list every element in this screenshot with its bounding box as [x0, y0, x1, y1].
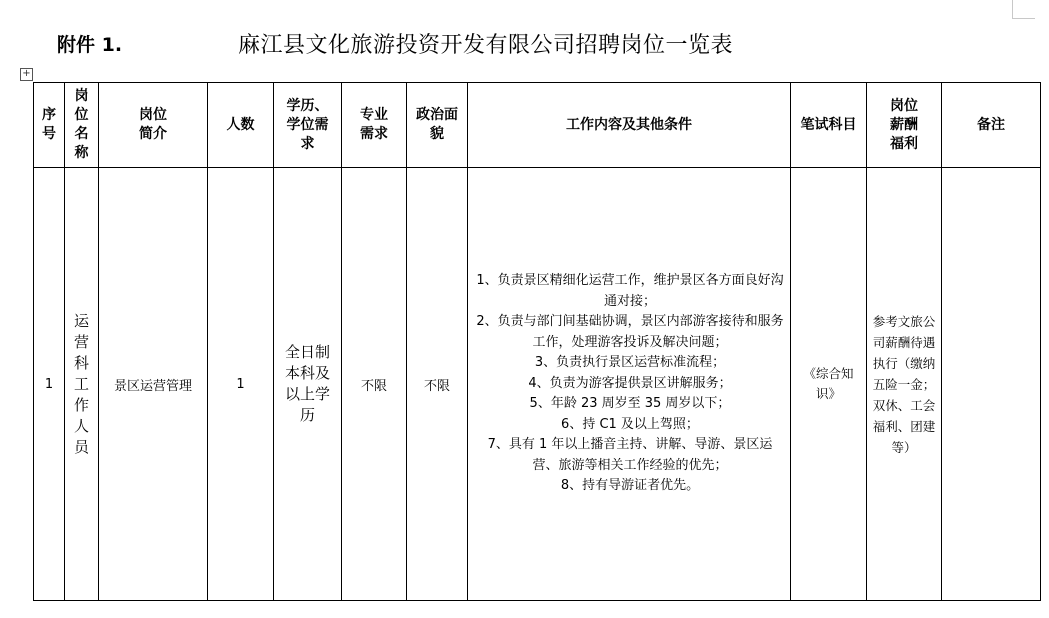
- cell-seq: 1: [34, 168, 65, 601]
- document-title: 麻江县文化旅游投资开发有限公司招聘岗位一览表: [238, 33, 734, 58]
- cell-major: 不限: [342, 168, 407, 601]
- cell-intro: 景区运营管理: [99, 168, 208, 601]
- cell-remark: [942, 168, 1041, 601]
- cell-count: 1: [208, 168, 274, 601]
- col-header-education: 学历、学位需求: [274, 83, 342, 168]
- col-header-political: 政治面貌: [407, 83, 468, 168]
- col-header-major: 专业需求: [342, 83, 407, 168]
- duty-item: 2、负责与部门间基础协调，景区内部游客接待和服务工作，处理游客投诉及解决问题；: [476, 314, 784, 350]
- attachment-label: 附件 1.: [57, 34, 123, 56]
- duty-item: 1、负责景区精细化运营工作，维护景区各方面良好沟通对接；: [476, 273, 784, 309]
- col-header-duties: 工作内容及其他条件: [468, 83, 791, 168]
- header-row: [34, 83, 1041, 168]
- cell-education: 全日制本科及以上学历: [274, 168, 342, 601]
- col-header-intro: 岗位简介: [99, 83, 208, 168]
- col-header-remark: 备注: [942, 83, 1041, 168]
- col-header-salary: 岗位薪酬福利: [867, 83, 942, 168]
- col-header-exam: 笔试科目: [791, 83, 867, 168]
- job-table: [33, 82, 1041, 601]
- duty-item: 5、年龄 23 周岁至 35 周岁以下；: [529, 396, 731, 412]
- cell-exam: 《综合知识》: [791, 168, 867, 601]
- duty-item: 7、具有 1 年以上播音主持、讲解、导游、景区运营、旅游等相关工作经验的优先；: [487, 437, 773, 473]
- col-header-position: 岗位名称: [65, 83, 99, 168]
- duty-item: 3、负责执行景区运营标准流程；: [534, 355, 726, 371]
- duty-item: 8、持有导游证者优先。: [560, 478, 700, 494]
- col-header-seq: 序号: [34, 83, 65, 168]
- table-row: [34, 168, 1041, 601]
- table-move-handle-icon[interactable]: +: [20, 68, 33, 81]
- cell-political: 不限: [407, 168, 468, 601]
- duty-item: 6、持 C1 及以上驾照；: [561, 416, 699, 432]
- cell-salary: 参考文旅公司薪酬待遇执行（缴纳五险一金；双休、工会福利、团建等）: [867, 168, 942, 601]
- cell-duties: [468, 168, 791, 601]
- page-corner-mark: [1012, 0, 1035, 19]
- duty-item: 4、负责为游客提供景区讲解服务；: [528, 375, 732, 391]
- col-header-count: 人数: [208, 83, 274, 168]
- cell-position: 运营科工作人员: [65, 168, 99, 601]
